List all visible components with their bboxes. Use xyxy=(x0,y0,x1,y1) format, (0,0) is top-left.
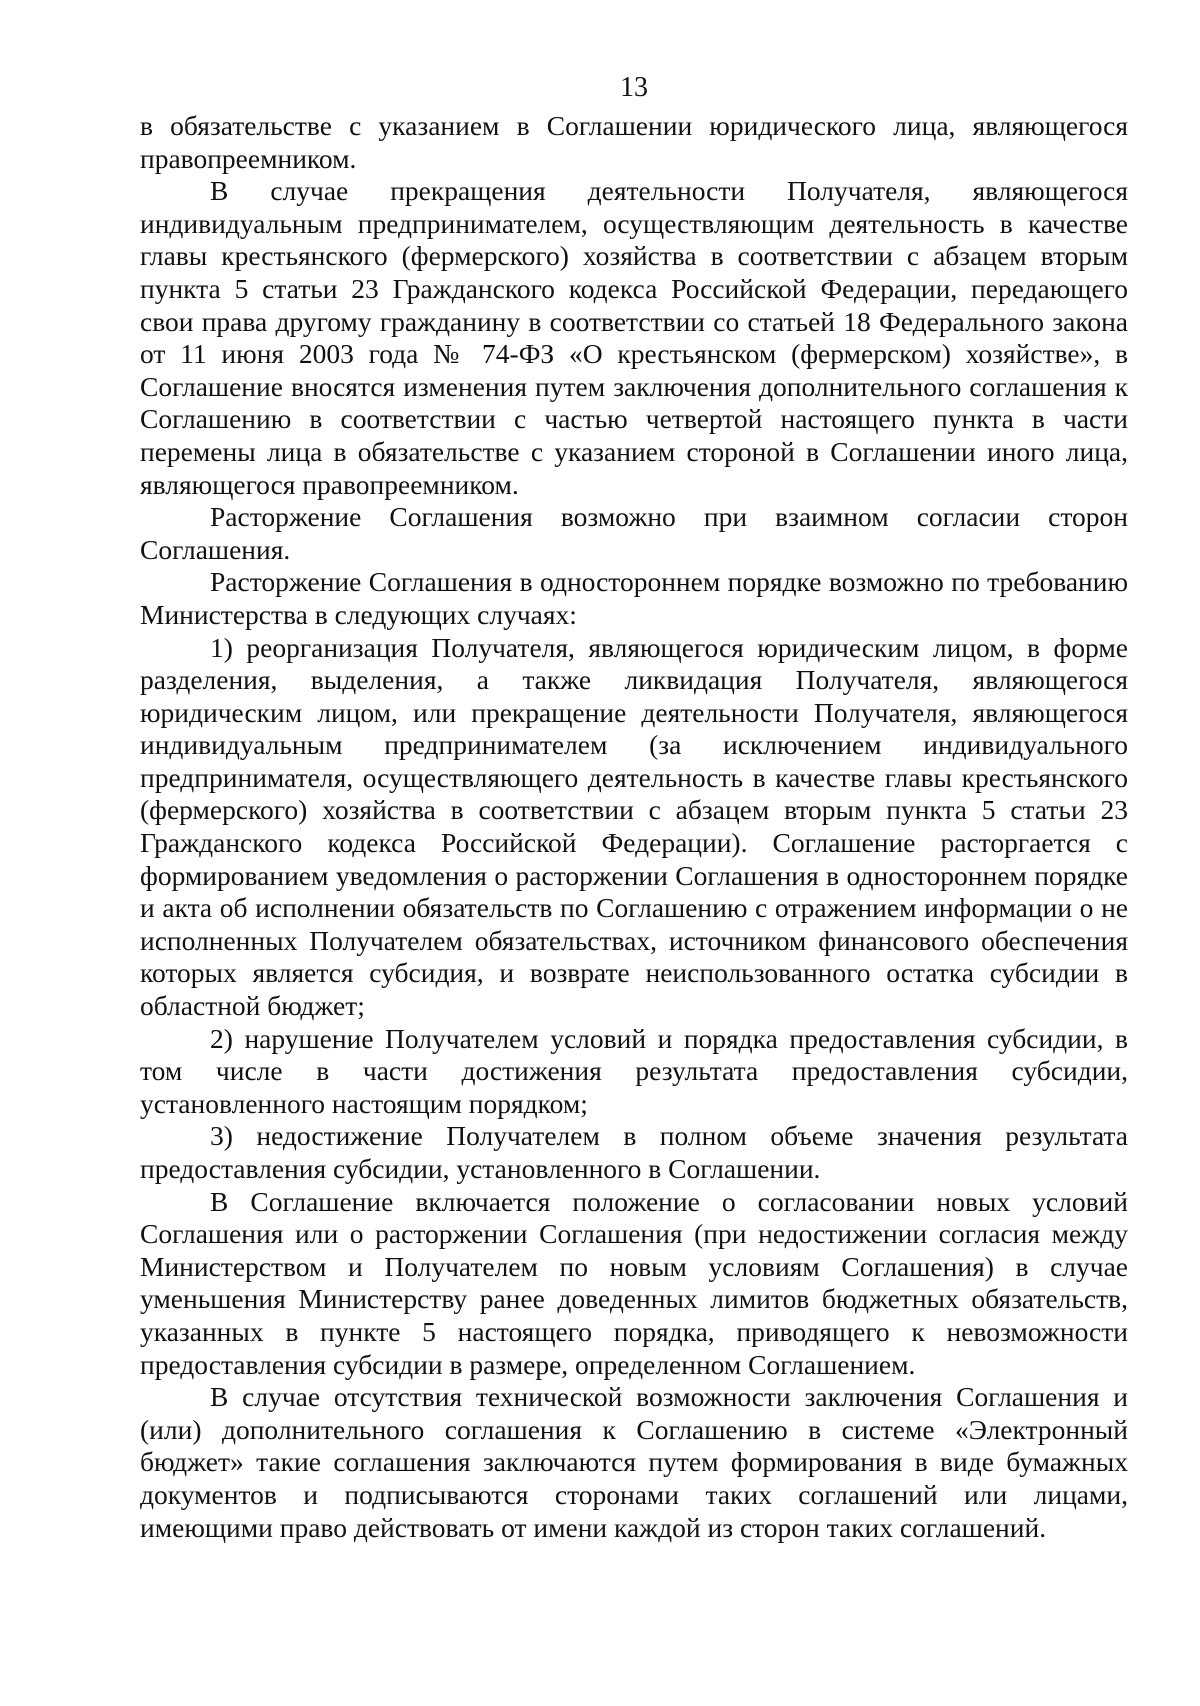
paragraph-mutual-termination: Расторжение Соглашения возможно при взаимном согласии сторон Соглашения. xyxy=(140,501,1128,565)
paragraph-farm-head-termination: В случае прекращения деятельности Получателя, являющегося индивидуальным предпринимателем, осуществляющим деятельность в качестве главы крестьянского (фермерского) хозяйства в соответствии с абзацем вторым пункта 5 статьи 23 Гражданского кодекса Российской Федерации, передающего свои права другому гражданину в соответствии со статьей 18 Федерального закона от 11 июня 2003 года № 74-ФЗ «О крестьянском (фермерском) хозяйстве», в Соглашение вносятся изменения путем заключения дополнительного соглашения к Соглашению в соответствии с частью четвертой настоящего пункта в части перемены лица в обязательстве с указанием стороной в Соглашении иного лица, являющегося правопреемником. xyxy=(140,175,1128,500)
list-item-1: 1) реорганизация Получателя, являющегося юридическим лицом, в форме разделения, выделения, а также ликвидация Получателя, являющегося юридическим лицом, или прекращение деятельности Получателя, являющегося индивидуальным предпринимателем (за исключением индивидуального предпринимателя, осуществляющего деятельность в качестве главы крестьянского (фермерского) хозяйства в соответствии с абзацем вторым пункта 5 статьи 23 Гражданского кодекса Российской Федерации). Соглашение расторгается с формированием уведомления о расторжении Соглашения в одностороннем порядке и акта об исполнении обязательств по Соглашению с отражением информации о не исполненных Получателем обязательствах, источником финансового обеспечения которых является субсидия, и возврате неиспользованного остатка субсидии в областной бюджет; xyxy=(140,631,1128,1022)
paragraph-continuation: в обязательстве с указанием в Соглашении юридического лица, являющегося правопреемником. xyxy=(140,110,1128,174)
paragraph-new-conditions: В Соглашение включается положение о согласовании новых условий Соглашения или о расторжении Соглашения (при недостижении согласия между Министерством и Получателем по новым условиям Соглашения) в случае уменьшения Министерству ранее доведенных лимитов бюджетных обязательств, указанных в пункте 5 настоящего порядка, приводящего к невозможности предоставления субсидии в размере, определенном Соглашением. xyxy=(140,1185,1128,1380)
paragraph-paper-documents: В случае отсутствия технической возможности заключения Соглашения и (или) дополнительного соглашения к Соглашению в системе «Электронный бюджет» такие соглашения заключаются путем формирования в виде бумажных документов и подписываются сторонами таких соглашений или лицами, имеющими право действовать от имени каждой из сторон таких соглашений. xyxy=(140,1381,1128,1543)
document-body xyxy=(140,110,1128,1544)
list-item-2: 2) нарушение Получателем условий и порядка предоставления субсидии, в том числе в части достижения результата предоставления субсидии, установленного настоящим порядком; xyxy=(140,1022,1128,1119)
page-number: 13 xyxy=(620,72,648,103)
list-item-3: 3) недостижение Получателем в полном объеме значения результата предоставления субсидии, установленного в Соглашении. xyxy=(140,1120,1128,1184)
paragraph-unilateral-termination: Расторжение Соглашения в одностороннем порядке возможно по требованию Министерства в следующих случаях: xyxy=(140,566,1128,630)
